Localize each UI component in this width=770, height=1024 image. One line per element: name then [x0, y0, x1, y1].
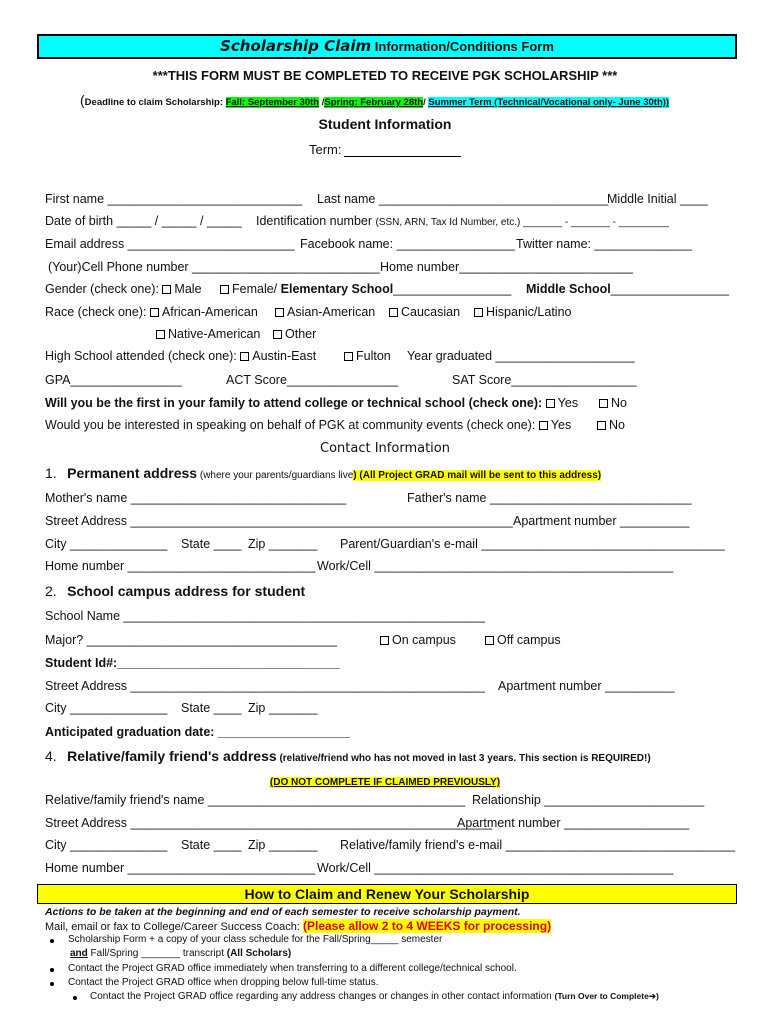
cell-phone-field[interactable]: (Your)Cell Phone number ___________________________ — [48, 260, 380, 274]
first-family-yes-checkbox[interactable] — [546, 399, 555, 408]
speak-no-option: No — [597, 418, 625, 432]
male-checkbox[interactable] — [162, 285, 171, 294]
deadline-summer: Summer Term (Technical/Vocational only- June 30th)) — [428, 97, 670, 108]
bullet-full-time: Contact the Project GRAD office when dropping below full-time status. — [68, 977, 379, 988]
do-not-complete-note: (DO NOT COMPLETE IF CLAIMED PREVIOUSLY) — [269, 777, 501, 788]
zip-field[interactable]: Zip _______ — [248, 537, 318, 551]
bullet-transcript: and Fall/Spring _______ transcript (All Scholars) — [70, 948, 292, 959]
first-family-no-checkbox[interactable] — [599, 399, 608, 408]
fulton-option: Fulton — [344, 349, 391, 363]
year-graduated-field[interactable]: Year graduated ____________________ — [407, 349, 635, 363]
relative-apartment-field[interactable]: Apartment number __________________ — [457, 816, 690, 830]
bullet-dot — [73, 996, 77, 1000]
gpa-field[interactable]: GPA________________ — [45, 373, 182, 387]
bullet-dot — [50, 968, 54, 972]
female-option: Female/ Elementary School_________________ — [220, 282, 511, 296]
fulton-checkbox[interactable] — [344, 352, 353, 361]
student-id-field[interactable]: Student Id#:________________________________ — [45, 656, 340, 670]
first-family-no-option: No — [599, 396, 627, 410]
relationship-field[interactable]: Relationship _______________________ — [472, 793, 705, 807]
bullet-address-changes: Contact the Project GRAD office regarding any address changes or changes in other contact information (Turn Over to Complete➔) — [90, 991, 659, 1002]
sat-score-field[interactable]: SAT Score__________________ — [452, 373, 637, 387]
father-name-field[interactable]: Father's name _____________________________ — [407, 491, 692, 505]
race-asian-option: Asian-American — [275, 305, 375, 319]
city-field[interactable]: City ______________ — [45, 537, 168, 551]
relative-address-heading: 4. Relative/family friend's address (relative/friend who has not moved in last 3 years. This section is REQUIRED!) — [45, 748, 651, 764]
bullet-dot — [50, 939, 54, 943]
austin-east-checkbox[interactable] — [240, 352, 249, 361]
middle-initial-field[interactable]: Middle Initial ____ — [607, 192, 708, 206]
gender-row: Gender (check one): Male — [45, 282, 202, 296]
race-hispanic-option: Hispanic/Latino — [474, 305, 571, 319]
form-notice: ***THIS FORM MUST BE COMPLETED TO RECEIVE PGK SCHOLARSHIP *** — [152, 68, 618, 83]
elementary-school-field[interactable]: _________________ — [393, 282, 512, 296]
campus-city-field[interactable]: City ______________ — [45, 701, 168, 715]
last-name-field[interactable]: Last name _________________________________ — [317, 192, 609, 206]
facebook-field[interactable]: Facebook name: _________________ — [300, 237, 515, 251]
id-number-field[interactable]: Identification number (SSN, ARN, Tax Id Number, etc.) _______ - _______ - _________ — [256, 214, 669, 228]
speak-yes-checkbox[interactable] — [539, 421, 548, 430]
campus-address-heading: 2. School campus address for student — [45, 583, 306, 599]
contact-info-heading: Contact Information — [320, 441, 450, 456]
race-native-option: Native-American — [156, 327, 260, 341]
deadline-fall: Fall: September 30th — [225, 97, 320, 108]
email-field[interactable]: Email address ________________________ — [45, 237, 295, 251]
bullet-dot — [50, 982, 54, 986]
home-number-field[interactable]: Home number_________________________ — [380, 260, 633, 274]
first-in-family-question: Will you be the first in your family to attend college or technical school (check one): Yes — [45, 396, 579, 410]
bullet-schedule: Scholarship Form + a copy of your class schedule for the Fall/Spring_____ semester — [68, 934, 443, 945]
how-to-claim-heading: How to Claim and Renew Your Scholarship — [37, 884, 737, 904]
relative-name-field[interactable]: Relative/family friend's name _____________________________________ — [45, 793, 466, 807]
mother-name-field[interactable]: Mother's name _______________________________ — [45, 491, 347, 505]
state-field[interactable]: State ____ — [181, 537, 242, 551]
on-campus-option: On campus — [380, 633, 456, 647]
relative-state-field[interactable]: State ____ — [181, 838, 242, 852]
race-hispanic-checkbox[interactable] — [474, 308, 483, 317]
race-caucasian-checkbox[interactable] — [389, 308, 398, 317]
mail-instructions: Mail, email or fax to College/Career Success Coach: (Please allow 2 to 4 WEEKS for processing) — [45, 919, 552, 933]
deadline-line: (Deadline to claim Scholarship: Fall: September 30th /Spring: February 28th/ Summer Term (Technical/Vocational only- June 30th)) — [80, 92, 670, 108]
race-asian-american-checkbox[interactable] — [275, 308, 284, 317]
street-address-field[interactable]: Street Address _______________________________________________________ — [45, 514, 513, 528]
race-other-option: Other — [273, 327, 316, 341]
off-campus-option: Off campus — [485, 633, 561, 647]
campus-zip-field[interactable]: Zip _______ — [248, 701, 318, 715]
campus-apartment-field[interactable]: Apartment number __________ — [498, 679, 675, 693]
actions-note: Actions to be taken at the beginning and end of each semester to receive scholarship payment. — [45, 906, 521, 918]
first-name-field[interactable]: First name ____________________________ — [45, 192, 303, 206]
parent-email-field[interactable]: Parent/Guardian's e-mail ___________________________________ — [340, 537, 725, 551]
speak-question: Would you be interested in speaking on behalf of PGK at community events (check one): Yes — [45, 418, 572, 432]
campus-state-field[interactable]: State ____ — [181, 701, 242, 715]
relative-work-field[interactable]: Work/Cell ___________________________________________ — [317, 861, 674, 875]
student-info-heading: Student Information — [318, 116, 452, 132]
form-title-italic: Scholarship Claim — [220, 37, 372, 55]
graduation-date-field[interactable]: Anticipated graduation date: ___________________ — [45, 725, 351, 739]
relative-home-field[interactable]: Home number ___________________________ — [45, 861, 316, 875]
on-campus-checkbox[interactable] — [380, 636, 389, 645]
major-field[interactable]: Major? ____________________________________ — [45, 633, 337, 647]
speak-no-checkbox[interactable] — [597, 421, 606, 430]
school-name-field[interactable]: School Name ____________________________________________________ — [45, 609, 486, 623]
female-checkbox[interactable] — [220, 285, 229, 294]
campus-street-field[interactable]: Street Address ___________________________________________________ — [45, 679, 486, 693]
apartment-number-field[interactable]: Apartment number __________ — [513, 514, 690, 528]
deadline-spring: Spring: February 28th — [324, 97, 424, 108]
race-row: Race (check one): African-American — [45, 305, 258, 319]
turn-over-note: (Turn Over to Complete➔) — [554, 991, 659, 1001]
permanent-address-heading: 1. Permanent address (where your parents/guardians live) (All Project GRAD mail will be sent to this address) — [45, 465, 602, 481]
bullet-transfer: Contact the Project GRAD office immediately when transferring to a different college/technical school. — [68, 963, 517, 974]
home-phone-field[interactable]: Home number ___________________________ — [45, 559, 316, 573]
term-label: Term: — [309, 142, 342, 157]
relative-street-field[interactable]: Street Address ____________________________________________________ — [45, 816, 492, 830]
race-african-american-checkbox[interactable] — [150, 308, 159, 317]
twitter-field[interactable]: Twitter name: ______________ — [516, 237, 692, 251]
high-school-row: High School attended (check one): Austin-East — [45, 349, 317, 363]
relative-email-field[interactable]: Relative/family friend's e-mail _________________________________ — [340, 838, 736, 852]
relative-zip-field[interactable]: Zip _______ — [248, 838, 318, 852]
middle-school-field[interactable]: Middle School_________________ — [526, 282, 729, 296]
form-title-rest: Information/Conditions Form — [371, 39, 554, 54]
term-line[interactable] — [344, 156, 461, 157]
act-score-field[interactable]: ACT Score________________ — [226, 373, 399, 387]
dob-field[interactable]: Date of birth _____ / _____ / _____ — [45, 214, 242, 228]
race-other-checkbox[interactable] — [273, 330, 282, 339]
work-cell-field[interactable]: Work/Cell ___________________________________________ — [317, 559, 674, 573]
race-native-american-checkbox[interactable] — [156, 330, 165, 339]
race-caucasian-option: Caucasian — [389, 305, 460, 319]
relative-city-field[interactable]: City ______________ — [45, 838, 168, 852]
off-campus-checkbox[interactable] — [485, 636, 494, 645]
form-title-bar — [37, 34, 737, 59]
